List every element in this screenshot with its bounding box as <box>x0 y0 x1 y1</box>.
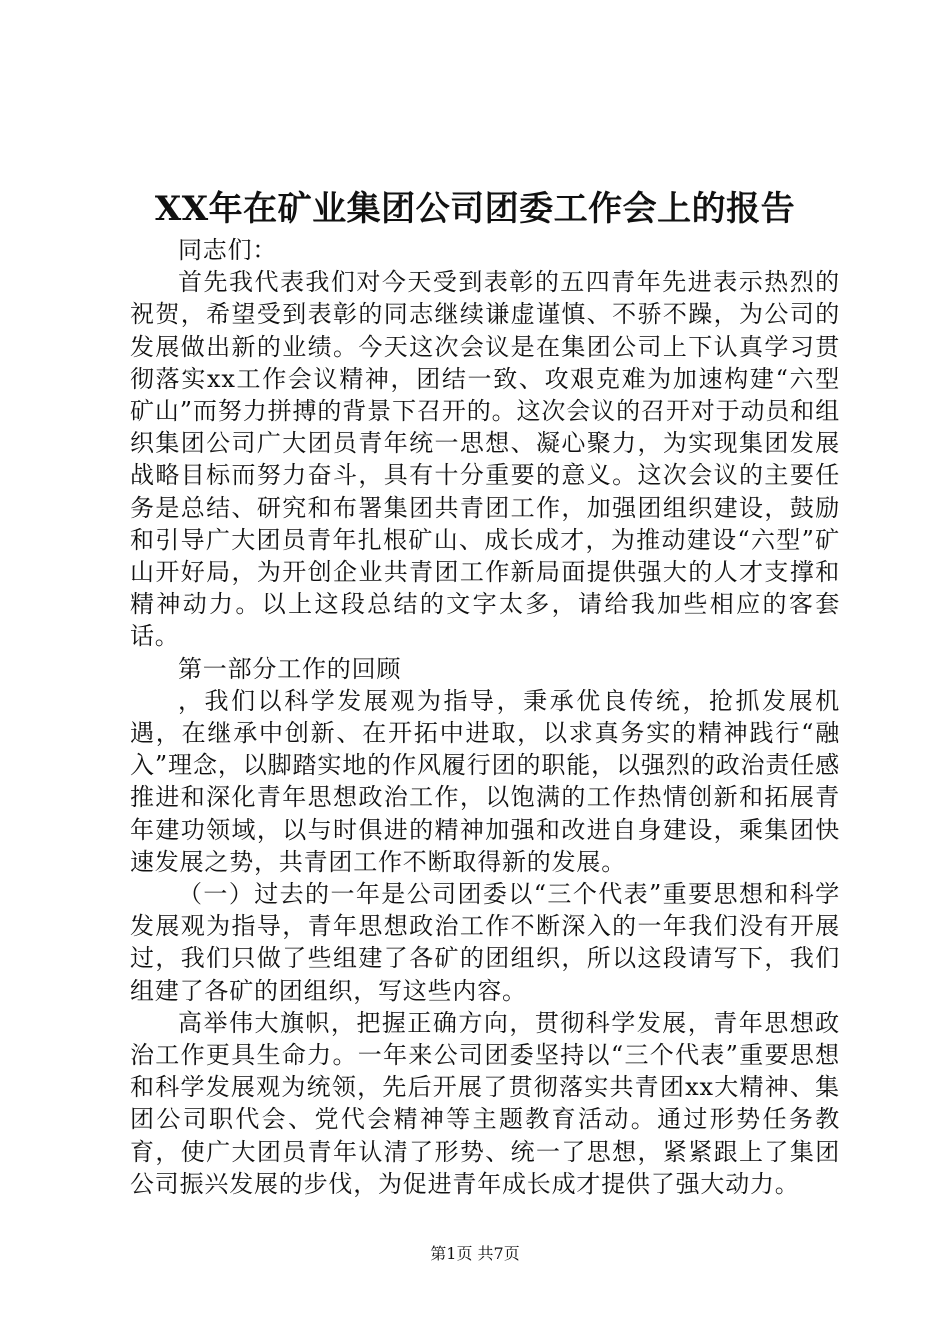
opening-paragraph: 首先我代表我们对今天受到表彰的五四青年先进表示热烈的祝贺，希望受到表彰的同志继续谦虚谨慎、不骄不躁，为公司的发展做出新的业绩。今天这次会议是在集团公司上下认真学习贯彻落实xx工作会议精神，团结一致、攻艰克难为加速构建“六型矿山”而努力拼搏的背景下召开的。这次会议的召开对于动员和组织集团公司广大团员青年统一思想、凝心聚力，为实现集团发展战略目标而努力奋斗，具有十分重要的意义。这次会议的主要任务是总结、研究和布署集团共青团工作，加强团组织建设，鼓励和引导广大团员青年扎根矿山、成长成才，为推动建设“六型”矿山开好局，为开创企业共青团工作新局面提供强大的人才支撑和精神动力。以上这段总结的文字太多，请给我加些相应的客套话。 <box>130 268 840 651</box>
review-paragraph: ，我们以科学发展观为指导，秉承优良传统，抢抓发展机遇，在继承中创新、在开拓中进取，以求真务实的精神践行“融入”理念，以脚踏实地的作风履行团的职能，以强烈的政治责任感推进和深化青年思想政治工作，以饱满的工作热情创新和拓展青年建功领域，以与时俱进的精神加强和改进自身建设，乘集团快速发展之势，共青团工作不断取得新的发展。 <box>130 686 840 876</box>
page-number-footer: 第1页 共7页 <box>430 1244 520 1263</box>
subsection-one-paragraph: （一）过去的一年是公司团委以“三个代表”重要思想和科学发展观为指导，青年思想政治工作不断深入的一年我们没有开展过，我们只做了些组建了各矿的团组织，所以这段请写下，我们组建了各矿的团组织，写这些内容。 <box>130 880 840 1005</box>
salutation-paragraph: 同志们： <box>178 236 278 264</box>
ideology-work-paragraph: 高举伟大旗帜，把握正确方向，贯彻科学发展，青年思想政治工作更具生命力。一年来公司团委坚持以“三个代表”重要思想和科学发展观为统领，先后开展了贯彻落实共青团xx大精神、集团公司职代会、党代会精神等主题教育活动。通过形势任务教育，使广大团员青年认清了形势、统一了思想，紧紧跟上了集团公司振兴发展的步伐，为促进青年成长成才提供了强大动力。 <box>130 1008 840 1198</box>
section-heading-review: 第一部分工作的回顾 <box>178 654 402 683</box>
document-title: XX年在矿业集团公司团委工作会上的报告 <box>154 189 796 229</box>
document-body <box>130 234 840 1200</box>
